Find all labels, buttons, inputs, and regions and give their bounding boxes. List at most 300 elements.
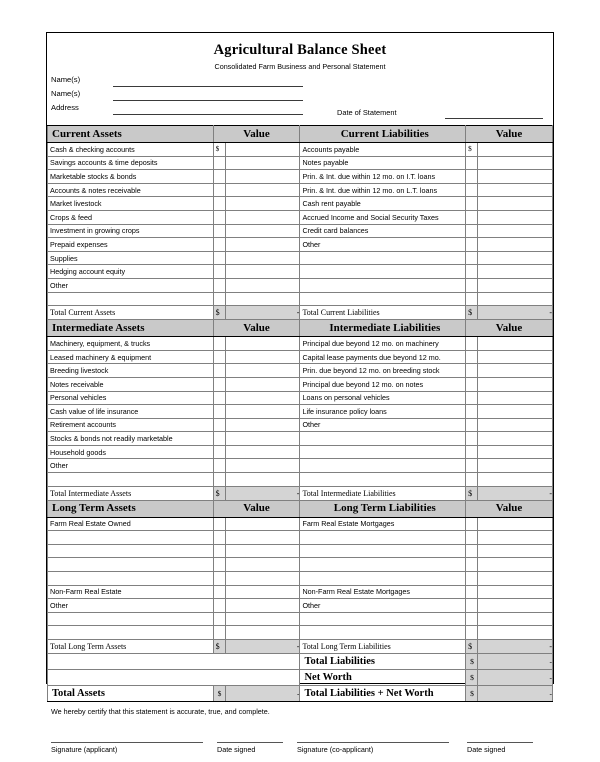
- asset-value-dollar: [213, 337, 225, 351]
- name-input-2[interactable]: [113, 100, 303, 101]
- asset-value-input[interactable]: [225, 531, 300, 545]
- table-row: [48, 364, 553, 378]
- signature-coapplicant-label: Signature (co-applicant): [297, 745, 374, 754]
- section-header-row: [48, 126, 553, 143]
- asset-item-label: [48, 292, 214, 306]
- liability-item-label: Other: [300, 599, 466, 613]
- name-label-1: Name(s): [51, 75, 81, 84]
- asset-value-dollar: [213, 224, 225, 238]
- liability-value-input[interactable]: [478, 612, 553, 626]
- table-row: [48, 445, 553, 459]
- table-row: [48, 251, 553, 265]
- table-row: [48, 531, 553, 545]
- table-row: [48, 143, 553, 157]
- asset-item-label: [48, 626, 214, 640]
- table-row: [48, 558, 553, 572]
- table-row: [48, 459, 553, 473]
- table-row: [48, 391, 553, 405]
- section-header-row: [48, 500, 553, 517]
- liability-item-label: Prin. due beyond 12 mo. on breeding stock: [300, 364, 466, 378]
- liability-value-dollar: [466, 278, 478, 292]
- asset-value-dollar: [213, 197, 225, 211]
- table-row: [48, 517, 553, 531]
- liability-value-input[interactable]: [478, 531, 553, 545]
- liability-value-input[interactable]: [478, 238, 553, 252]
- liability-item-label: [300, 626, 466, 640]
- asset-item-label: Supplies: [48, 251, 214, 265]
- table-row: [48, 278, 553, 292]
- asset-value-input[interactable]: [225, 585, 300, 599]
- liability-value-dollar: [466, 599, 478, 613]
- certification-text: We hereby certify that this statement is accurate, true, and complete.: [51, 707, 270, 716]
- signature-applicant-label: Signature (applicant): [51, 745, 118, 754]
- liability-value-input[interactable]: [478, 459, 553, 473]
- asset-value-dollar: [213, 251, 225, 265]
- liability-value-dollar: $: [466, 143, 478, 157]
- asset-value-dollar: [213, 350, 225, 364]
- asset-value-input[interactable]: [225, 473, 300, 487]
- asset-total-dollar: $: [213, 640, 225, 654]
- table-row: [48, 224, 553, 238]
- asset-value-dollar: [213, 531, 225, 545]
- liability-item-label: [300, 558, 466, 572]
- liability-value-dollar: [466, 170, 478, 184]
- asset-value-dollar: [213, 364, 225, 378]
- liability-item-label: Other: [300, 238, 466, 252]
- liability-value-input[interactable]: [478, 224, 553, 238]
- table-row: [48, 599, 553, 613]
- spacer-cell: [48, 670, 300, 686]
- asset-item-label: Investment in growing crops: [48, 224, 214, 238]
- liability-value-dollar: [466, 445, 478, 459]
- liability-value-dollar: [466, 531, 478, 545]
- liability-item-label: [300, 572, 466, 586]
- asset-item-label: Hedging account equity: [48, 265, 214, 279]
- asset-item-label: Market livestock: [48, 197, 214, 211]
- asset-value-dollar: [213, 170, 225, 184]
- liability-value-input[interactable]: [478, 265, 553, 279]
- table-row: [48, 544, 553, 558]
- asset-value-input[interactable]: [225, 405, 300, 419]
- asset-value-dollar: [213, 544, 225, 558]
- name-input-1[interactable]: [113, 86, 303, 87]
- asset-value-dollar: [213, 210, 225, 224]
- asset-value-input[interactable]: [225, 251, 300, 265]
- asset-total-label: Total Intermediate Assets: [48, 486, 214, 500]
- asset-item-label: Crops & feed: [48, 210, 214, 224]
- asset-item-label: Other: [48, 459, 214, 473]
- section-header-liabilities: Long Term Liabilities: [300, 500, 466, 517]
- liability-value-dollar: [466, 238, 478, 252]
- summary-row: [48, 654, 553, 670]
- date-signed-1-label: Date signed: [217, 745, 256, 754]
- asset-item-label: Other: [48, 599, 214, 613]
- liability-value-input[interactable]: [478, 418, 553, 432]
- liability-value-dollar: [466, 292, 478, 306]
- liability-value-input[interactable]: [478, 473, 553, 487]
- liability-item-label: Non-Farm Real Estate Mortgages: [300, 585, 466, 599]
- asset-value-dollar: [213, 473, 225, 487]
- total-assets-label: Total Assets: [48, 686, 214, 702]
- value-header-liabilities: Value: [466, 126, 553, 143]
- liability-value-input[interactable]: [478, 599, 553, 613]
- asset-item-label: [48, 473, 214, 487]
- asset-value-input[interactable]: [225, 337, 300, 351]
- liability-item-label: [300, 531, 466, 545]
- total-assets-dollar: $: [213, 686, 225, 702]
- asset-item-label: Other: [48, 278, 214, 292]
- signature-area: [47, 716, 553, 762]
- liability-value-dollar: [466, 183, 478, 197]
- asset-value-dollar: [213, 459, 225, 473]
- liability-value-input[interactable]: [478, 558, 553, 572]
- liability-total-dollar: $: [466, 640, 478, 654]
- table-row: [48, 473, 553, 487]
- liability-item-label: [300, 612, 466, 626]
- asset-item-label: [48, 572, 214, 586]
- liability-item-label: [300, 251, 466, 265]
- asset-total-value: -: [225, 640, 300, 654]
- asset-value-input[interactable]: [225, 350, 300, 364]
- asset-value-input[interactable]: [225, 364, 300, 378]
- total-liab-net-worth-dollar: $: [466, 686, 478, 702]
- date-signed-2-line[interactable]: [467, 742, 533, 743]
- table-row: [48, 170, 553, 184]
- liability-value-input[interactable]: [478, 251, 553, 265]
- asset-value-input[interactable]: [225, 418, 300, 432]
- asset-value-dollar: [213, 418, 225, 432]
- signature-coapplicant-line[interactable]: [297, 742, 449, 743]
- asset-value-input[interactable]: [225, 544, 300, 558]
- asset-value-dollar: [213, 278, 225, 292]
- section-header-assets: Intermediate Assets: [48, 320, 214, 337]
- liability-item-label: Capital lease payments due beyond 12 mo.: [300, 350, 466, 364]
- summary-row: [48, 670, 553, 686]
- asset-value-input[interactable]: [225, 391, 300, 405]
- liability-item-label: [300, 459, 466, 473]
- asset-value-dollar: $: [213, 143, 225, 157]
- asset-value-dollar: [213, 626, 225, 640]
- date-of-statement-label: Date of Statement: [337, 108, 397, 117]
- section-total-row: [48, 486, 553, 500]
- asset-value-dollar: [213, 265, 225, 279]
- liability-item-label: Life insurance policy loans: [300, 405, 466, 419]
- liability-total-label: Total Long Term Liabilities: [300, 640, 466, 654]
- section-header-assets: Long Term Assets: [48, 500, 214, 517]
- asset-value-dollar: [213, 183, 225, 197]
- asset-value-dollar: [213, 391, 225, 405]
- liability-value-dollar: [466, 210, 478, 224]
- asset-item-label: [48, 531, 214, 545]
- asset-value-dollar: [213, 156, 225, 170]
- page-subtitle: Consolidated Farm Business and Personal Statement: [214, 62, 386, 71]
- asset-value-input[interactable]: [225, 238, 300, 252]
- asset-value-input[interactable]: [225, 377, 300, 391]
- liability-value-input[interactable]: [478, 544, 553, 558]
- table-row: [48, 210, 553, 224]
- asset-item-label: Machinery, equipment, & trucks: [48, 337, 214, 351]
- asset-value-dollar: [213, 558, 225, 572]
- form-header: [47, 33, 553, 125]
- liability-value-dollar: [466, 517, 478, 531]
- asset-item-label: [48, 612, 214, 626]
- liability-value-dollar: [466, 251, 478, 265]
- asset-value-input[interactable]: [225, 143, 300, 157]
- liability-item-label: [300, 278, 466, 292]
- asset-item-label: Non-Farm Real Estate: [48, 585, 214, 599]
- liability-item-label: Prin. & Int. due within 12 mo. on L.T. loans: [300, 183, 466, 197]
- liability-value-dollar: [466, 197, 478, 211]
- liability-value-input[interactable]: [478, 143, 553, 157]
- asset-value-dollar: [213, 445, 225, 459]
- liability-total-label: Total Intermediate Liabilities: [300, 486, 466, 500]
- liability-value-input[interactable]: [478, 391, 553, 405]
- liability-value-dollar: [466, 156, 478, 170]
- table-row: [48, 265, 553, 279]
- total-liabilities-label: Total Liabilities: [300, 654, 466, 670]
- asset-value-input[interactable]: [225, 265, 300, 279]
- asset-total-value: -: [225, 306, 300, 320]
- liability-value-dollar: [466, 405, 478, 419]
- asset-value-dollar: [213, 405, 225, 419]
- table-row: [48, 377, 553, 391]
- table-row: [48, 585, 553, 599]
- liability-item-label: [300, 544, 466, 558]
- liability-value-dollar: [466, 418, 478, 432]
- liability-total-value: -: [478, 486, 553, 500]
- liability-value-input[interactable]: [478, 432, 553, 446]
- table-row: [48, 432, 553, 446]
- section-header-row: [48, 320, 553, 337]
- asset-value-input[interactable]: [225, 197, 300, 211]
- asset-item-label: Cash & checking accounts: [48, 143, 214, 157]
- table-row: [48, 337, 553, 351]
- asset-value-dollar: [213, 612, 225, 626]
- liability-item-label: Notes payable: [300, 156, 466, 170]
- liability-value-dollar: [466, 585, 478, 599]
- asset-item-label: Notes receivable: [48, 377, 214, 391]
- asset-total-dollar: $: [213, 306, 225, 320]
- asset-item-label: Retirement accounts: [48, 418, 214, 432]
- liability-item-label: Principal due beyond 12 mo. on notes: [300, 377, 466, 391]
- asset-value-input[interactable]: [225, 558, 300, 572]
- liability-item-label: [300, 265, 466, 279]
- liability-value-input[interactable]: [478, 405, 553, 419]
- liability-value-input[interactable]: [478, 350, 553, 364]
- asset-value-input[interactable]: [225, 432, 300, 446]
- liability-value-input[interactable]: [478, 292, 553, 306]
- asset-value-input[interactable]: [225, 224, 300, 238]
- total-assets-value: -: [225, 686, 300, 702]
- balance-grid: [47, 125, 553, 702]
- asset-total-dollar: $: [213, 486, 225, 500]
- table-row: [48, 626, 553, 640]
- total-liab-net-worth-label: Total Liabilities + Net Worth: [300, 686, 466, 702]
- liability-value-dollar: [466, 626, 478, 640]
- asset-value-input[interactable]: [225, 292, 300, 306]
- asset-value-dollar: [213, 238, 225, 252]
- page-title: Agricultural Balance Sheet: [213, 42, 387, 58]
- liability-value-dollar: [466, 544, 478, 558]
- asset-item-label: Household goods: [48, 445, 214, 459]
- asset-item-label: Prepaid expenses: [48, 238, 214, 252]
- asset-item-label: [48, 544, 214, 558]
- net-worth-dollar: $: [466, 670, 478, 686]
- liability-value-input[interactable]: [478, 183, 553, 197]
- table-row: [48, 238, 553, 252]
- liability-value-dollar: [466, 558, 478, 572]
- liability-value-dollar: [466, 350, 478, 364]
- asset-value-input[interactable]: [225, 183, 300, 197]
- section-header-assets: Current Assets: [48, 126, 214, 143]
- table-row: [48, 612, 553, 626]
- section-header-liabilities: Intermediate Liabilities: [300, 320, 466, 337]
- table-row: [48, 405, 553, 419]
- liability-total-dollar: $: [466, 306, 478, 320]
- value-header-assets: Value: [213, 320, 300, 337]
- liability-total-value: -: [478, 306, 553, 320]
- liability-value-input[interactable]: [478, 364, 553, 378]
- asset-value-input[interactable]: [225, 599, 300, 613]
- asset-item-label: Leased machinery & equipment: [48, 350, 214, 364]
- liability-value-input[interactable]: [478, 170, 553, 184]
- liability-item-label: Accrued Income and Social Security Taxes: [300, 210, 466, 224]
- liability-value-input[interactable]: [478, 210, 553, 224]
- liability-item-label: Loans on personal vehicles: [300, 391, 466, 405]
- net-worth-value: -: [478, 670, 553, 686]
- liability-total-dollar: $: [466, 486, 478, 500]
- balance-sheet-form: [46, 32, 554, 754]
- asset-value-dollar: [213, 572, 225, 586]
- asset-value-input[interactable]: [225, 156, 300, 170]
- section-total-row: [48, 306, 553, 320]
- table-row: [48, 292, 553, 306]
- liability-value-dollar: [466, 459, 478, 473]
- value-header-liabilities: Value: [466, 320, 553, 337]
- asset-value-input[interactable]: [225, 210, 300, 224]
- table-row: [48, 156, 553, 170]
- liability-value-input[interactable]: [478, 377, 553, 391]
- table-row: [48, 197, 553, 211]
- asset-value-input[interactable]: [225, 459, 300, 473]
- liability-item-label: [300, 292, 466, 306]
- total-liabilities-dollar: $: [466, 654, 478, 670]
- asset-value-input[interactable]: [225, 170, 300, 184]
- spacer-cell: [48, 654, 300, 670]
- liability-item-label: [300, 432, 466, 446]
- liability-value-input[interactable]: [478, 585, 553, 599]
- liability-item-label: Farm Real Estate Mortgages: [300, 517, 466, 531]
- asset-value-dollar: [213, 292, 225, 306]
- liability-item-label: Cash rent payable: [300, 197, 466, 211]
- date-signed-2-label: Date signed: [467, 745, 506, 754]
- liability-item-label: Other: [300, 418, 466, 432]
- date-of-statement-input[interactable]: [445, 118, 543, 119]
- asset-value-input[interactable]: [225, 626, 300, 640]
- table-row: [48, 418, 553, 432]
- liability-value-dollar: [466, 377, 478, 391]
- asset-total-value: -: [225, 486, 300, 500]
- asset-value-input[interactable]: [225, 572, 300, 586]
- asset-item-label: [48, 558, 214, 572]
- asset-item-label: Stocks & bonds not readily marketable: [48, 432, 214, 446]
- asset-value-input[interactable]: [225, 445, 300, 459]
- signature-applicant-line[interactable]: [51, 742, 203, 743]
- table-row: [48, 572, 553, 586]
- asset-value-dollar: [213, 377, 225, 391]
- table-row: [48, 183, 553, 197]
- liability-item-label: Principal due beyond 12 mo. on machinery: [300, 337, 466, 351]
- asset-value-dollar: [213, 599, 225, 613]
- liability-value-dollar: [466, 224, 478, 238]
- address-input[interactable]: [113, 114, 303, 115]
- table-row: [48, 350, 553, 364]
- liability-value-input[interactable]: [478, 445, 553, 459]
- liability-value-dollar: [466, 473, 478, 487]
- date-signed-1-line[interactable]: [217, 742, 283, 743]
- liability-value-input[interactable]: [478, 517, 553, 531]
- liability-value-dollar: [466, 391, 478, 405]
- liability-value-input[interactable]: [478, 572, 553, 586]
- total-liab-net-worth-value: -: [478, 686, 553, 702]
- name-label-2: Name(s): [51, 89, 81, 98]
- liability-value-input[interactable]: [478, 156, 553, 170]
- liability-value-dollar: [466, 432, 478, 446]
- liability-item-label: Credit card balances: [300, 224, 466, 238]
- asset-total-label: Total Long Term Assets: [48, 640, 214, 654]
- liability-total-value: -: [478, 640, 553, 654]
- asset-item-label: Personal vehicles: [48, 391, 214, 405]
- liability-value-input[interactable]: [478, 278, 553, 292]
- value-header-assets: Value: [213, 126, 300, 143]
- asset-value-input[interactable]: [225, 278, 300, 292]
- asset-item-label: Breeding livestock: [48, 364, 214, 378]
- value-header-assets: Value: [213, 500, 300, 517]
- address-label: Address: [51, 103, 79, 112]
- liability-value-input[interactable]: [478, 197, 553, 211]
- section-header-liabilities: Current Liabilities: [300, 126, 466, 143]
- asset-item-label: Savings accounts & time deposits: [48, 156, 214, 170]
- liability-total-label: Total Current Liabilities: [300, 306, 466, 320]
- asset-total-label: Total Current Assets: [48, 306, 214, 320]
- identity-fields: [47, 75, 553, 125]
- net-worth-label: Net Worth: [300, 670, 466, 686]
- liability-value-input[interactable]: [478, 626, 553, 640]
- liability-item-label: Prin. & Int. due within 12 mo. on I.T. loans: [300, 170, 466, 184]
- liability-value-dollar: [466, 265, 478, 279]
- asset-value-dollar: [213, 432, 225, 446]
- liability-value-dollar: [466, 364, 478, 378]
- total-liabilities-value: -: [478, 654, 553, 670]
- asset-value-dollar: [213, 585, 225, 599]
- liability-value-input[interactable]: [478, 337, 553, 351]
- liability-item-label: [300, 445, 466, 459]
- value-header-liabilities: Value: [466, 500, 553, 517]
- asset-value-input[interactable]: [225, 517, 300, 531]
- asset-item-label: Marketable stocks & bonds: [48, 170, 214, 184]
- liability-item-label: Accounts payable: [300, 143, 466, 157]
- liability-value-dollar: [466, 612, 478, 626]
- grand-total-row: [48, 686, 553, 702]
- liability-value-dollar: [466, 337, 478, 351]
- asset-item-label: Farm Real Estate Owned: [48, 517, 214, 531]
- asset-value-input[interactable]: [225, 612, 300, 626]
- asset-item-label: Cash value of life insurance: [48, 405, 214, 419]
- liability-item-label: [300, 473, 466, 487]
- asset-item-label: Accounts & notes receivable: [48, 183, 214, 197]
- section-total-row: [48, 640, 553, 654]
- liability-value-dollar: [466, 572, 478, 586]
